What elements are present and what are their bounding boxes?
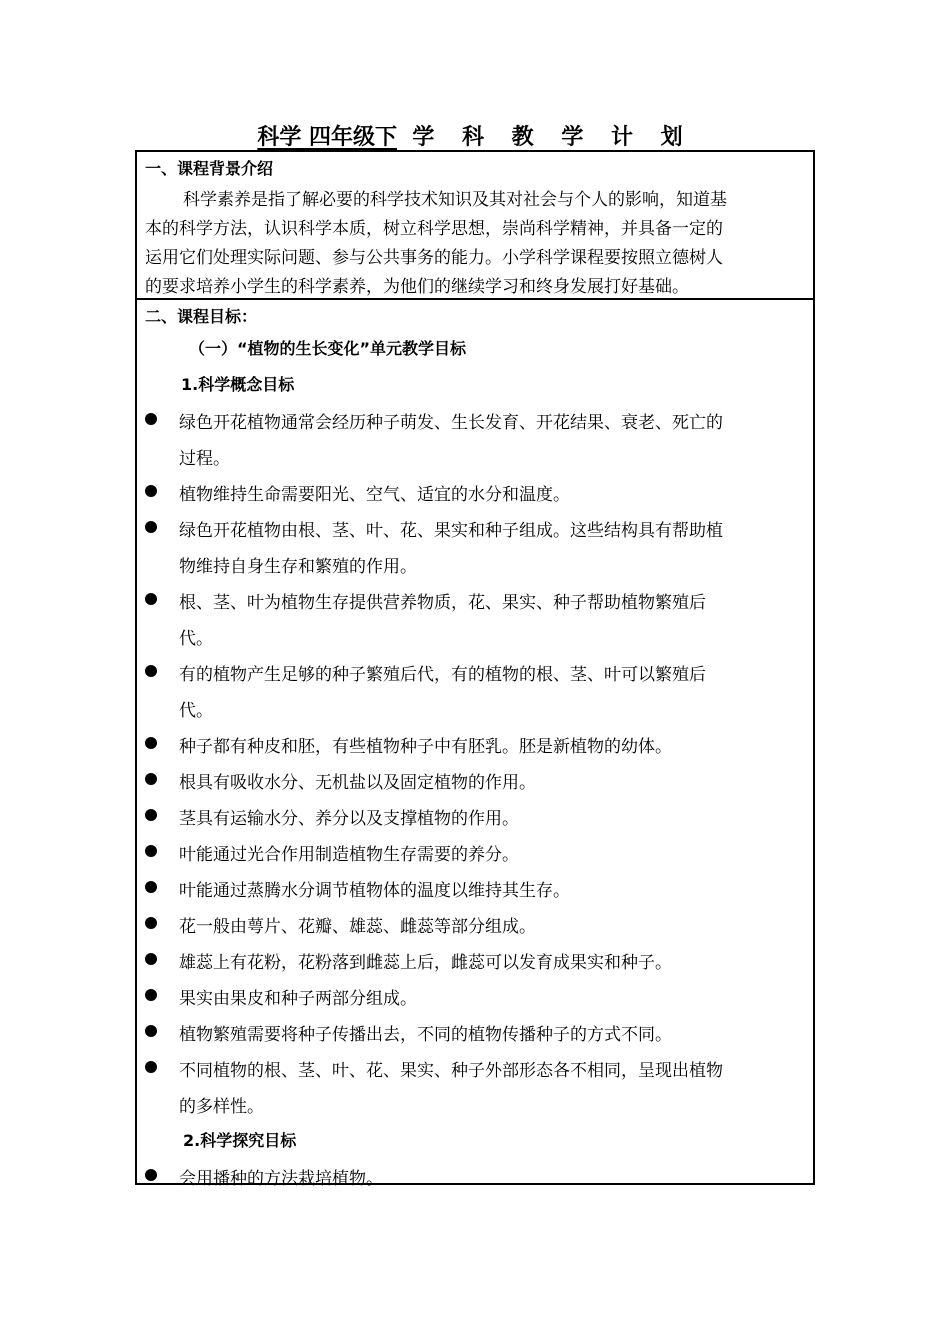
list-item: 花一般由萼片、花瓣、雄蕊、雌蕊等部分组成。 — [179, 917, 536, 937]
bullet-icon — [145, 1061, 159, 1075]
list-item: 过程。 — [179, 449, 230, 469]
title-plan: 学 科 教 学 计 划 — [412, 124, 693, 150]
list-item: 代。 — [179, 629, 213, 649]
bullet-icon — [145, 593, 159, 607]
background-cell — [137, 152, 813, 300]
list-item: 代。 — [179, 701, 213, 721]
bullet-icon — [145, 917, 159, 931]
background-line: 运用它们处理实际问题、参与公共事务的能力。小学科学课程要按照立德树人 — [145, 248, 723, 268]
list-item: 果实由果皮和种子两部分组成。 — [179, 989, 417, 1009]
background-line: 本的科学方法，认识科学本质，树立科学思想，崇尚科学精神，并具备一定的 — [145, 219, 723, 239]
list-item: 叶能通过光合作用制造植物生存需要的养分。 — [179, 845, 519, 865]
bullet-icon — [145, 989, 159, 1003]
list-item: 茎具有运输水分、养分以及支撑植物的作用。 — [179, 809, 519, 829]
bullet-icon — [145, 809, 159, 823]
concept-heading: 1.科学概念目标 — [181, 375, 295, 394]
list-item: 不同植物的根、茎、叶、花、果实、种子外部形态各不相同，呈现出植物 — [179, 1061, 723, 1081]
list-item: 绿色开花植物通常会经历种子萌发、生长发育、开花结果、衰老、死亡的 — [179, 413, 723, 433]
unit-heading: （一）“植物的生长变化”单元教学目标 — [189, 339, 467, 358]
bullet-icon — [145, 737, 159, 751]
bullet-icon — [145, 665, 159, 679]
list-item: 根具有吸收水分、无机盐以及固定植物的作用。 — [179, 773, 536, 793]
bullet-icon — [145, 881, 159, 895]
plan-table — [135, 150, 815, 1189]
list-item: 植物繁殖需要将种子传播出去，不同的植物传播种子的方式不同。 — [179, 1025, 672, 1045]
list-item: 雄蕊上有花粉，花粉落到雌蕊上后，雌蕊可以发育成果实和种子。 — [179, 953, 672, 973]
bullet-icon — [145, 1025, 159, 1039]
inquiry-heading: 2.科学探究目标 — [183, 1131, 297, 1150]
list-item: 物维持自身生存和繁殖的作用。 — [179, 557, 417, 577]
background-line: 科学素养是指了解必要的科学技术知识及其对社会与个人的影响，知道基 — [183, 190, 727, 210]
bullet-icon — [145, 485, 159, 499]
bullet-icon — [145, 773, 159, 787]
list-item: 有的植物产生足够的种子繁殖后代，有的植物的根、茎、叶可以繁殖后 — [179, 665, 706, 685]
title-subject: 科学 四年级下 — [257, 124, 398, 150]
list-item: 的多样性。 — [179, 1097, 264, 1117]
list-item: 种子都有种皮和胚，有些植物种子中有胚乳。胚是新植物的幼体。 — [179, 737, 672, 757]
bullet-icon — [145, 953, 159, 967]
list-item: 植物维持生命需要阳光、空气、适宜的水分和温度。 — [179, 485, 570, 505]
bullet-icon — [145, 845, 159, 859]
background-heading: 一、课程背景介绍 — [145, 159, 274, 178]
list-item: 绿色开花植物由根、茎、叶、花、果实和种子组成。这些结构具有帮助植 — [179, 521, 723, 541]
background-line: 的要求培养小学生的科学素养，为他们的继续学习和终身发展打好基础。 — [145, 277, 689, 297]
bullet-icon — [145, 1169, 159, 1183]
bullet-icon — [145, 521, 159, 535]
list-item: 叶能通过蒸腾水分调节植物体的温度以维持其生存。 — [179, 881, 570, 901]
list-item: 会用播种的方法栽培植物。 — [179, 1169, 383, 1189]
page-title — [0, 120, 950, 154]
bullet-icon — [145, 413, 159, 427]
goals-heading: 二、课程目标： — [145, 307, 258, 326]
list-item: 根、茎、叶为植物生存提供营养物质，花、果实、种子帮助植物繁殖后 — [179, 593, 706, 613]
